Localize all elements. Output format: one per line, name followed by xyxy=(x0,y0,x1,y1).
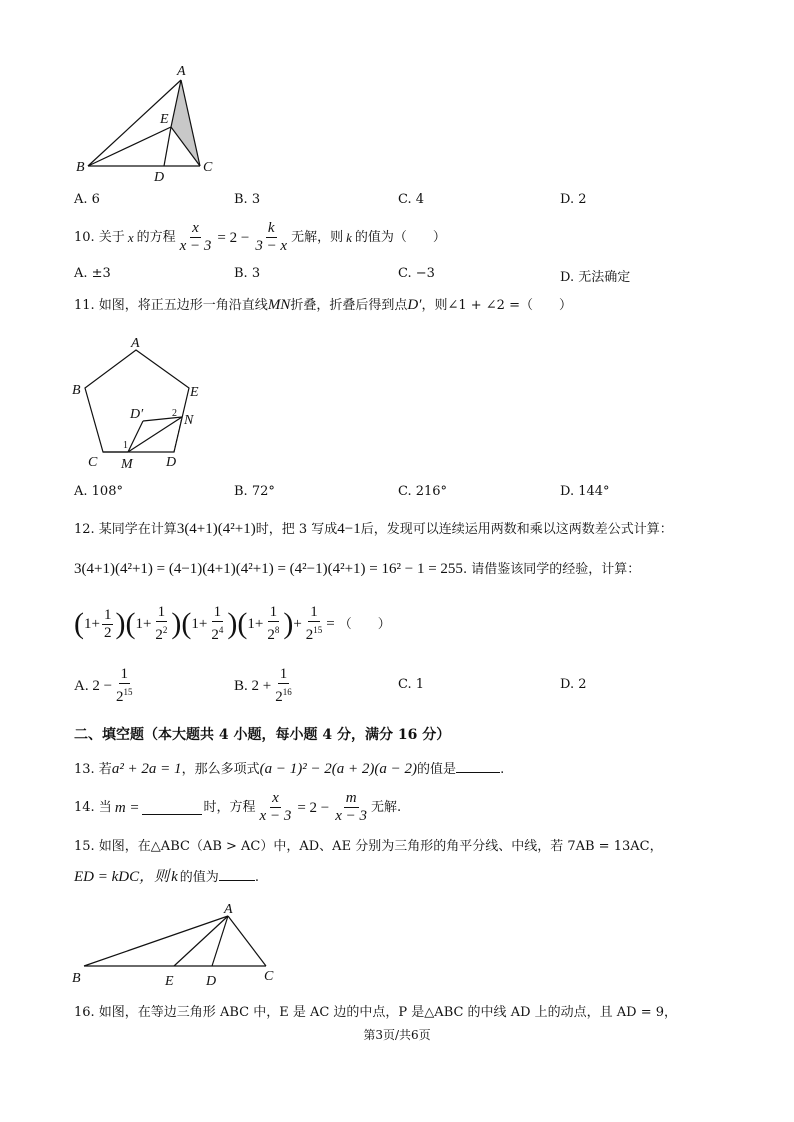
t-label-e: E xyxy=(165,974,174,989)
t-label-c: C xyxy=(264,969,274,984)
q11-text-b: 折叠，折叠后得到点 xyxy=(290,298,408,313)
q10-option-c: C. −3 xyxy=(398,266,435,281)
q16-line-1: 16. 如图，在等边三角形 ABC 中，E 是 AC 边的中点，P 是△ABC 的中线 AD 上的动点，且 AD = 9， xyxy=(74,1005,678,1020)
q12-option-a-num: 1 xyxy=(120,666,129,682)
q12-option-b-exp: 16 xyxy=(282,687,292,697)
p-label-angle-2: 2 xyxy=(172,408,177,419)
q12-line-3-expression: ( 1+ $\frac{1}{2}$ )( 1+ $\frac{1}{2^2}$ )( 1+ $\frac{1}{2^4}$ )( 1+ $\frac{1}{2^8}$ ) + $\frac{1}{2^{15}}$ = （ ） xyxy=(74,604,391,643)
q15-line-2 xyxy=(74,868,259,887)
q10-mid2: 无解，则 xyxy=(291,229,344,245)
q12-option-b-den: 2 xyxy=(275,689,283,705)
q14-answer-blank[interactable] xyxy=(142,800,202,815)
label-e: E xyxy=(160,112,169,127)
q10-option-d: D. 无法确定 xyxy=(560,270,631,285)
p-label-dprime: D′ xyxy=(130,407,144,422)
p-label-b: B xyxy=(72,383,81,398)
shaded-region xyxy=(171,80,200,166)
q12-line1-expr2: 4−1 xyxy=(337,521,361,537)
q10-fraction-1 xyxy=(178,220,214,255)
t-label-a: A xyxy=(224,902,233,917)
q13-d: . xyxy=(500,762,505,777)
q12-line1-c: 后，发现可以连续运用两数和乘以这两数差公式计算： xyxy=(360,522,673,537)
q14-frac2-den: x − 3 xyxy=(335,808,368,824)
p-label-d: D xyxy=(166,455,177,470)
q9-option-a: A. 6 xyxy=(74,192,100,207)
q14-fraction-1 xyxy=(258,790,294,825)
q10-option-a: A. ±3 xyxy=(74,266,111,281)
q12-option-a-prefix: A. 2 − xyxy=(74,677,113,694)
q11-mn: MN xyxy=(267,297,291,313)
q13-c: 的值是 xyxy=(417,762,457,777)
q14-m-eq: m = xyxy=(114,799,140,816)
p-label-n: N xyxy=(184,413,194,428)
q11-text-a: 11. 如图，将正五边形一角沿直线 xyxy=(74,298,268,313)
q10-frac1-num: x xyxy=(192,220,199,236)
q10-prefix: 10. 关于 xyxy=(74,229,125,245)
q12-option-b-fraction xyxy=(273,666,294,706)
q10-mid1: 的方程 xyxy=(136,229,176,245)
q13-b: ，那么多项式 xyxy=(181,762,260,777)
q12-line1-a: 12. 某同学在计算 xyxy=(74,522,177,537)
q15-line2-c: . xyxy=(254,870,259,885)
q10-option-b: B. 3 xyxy=(234,266,261,281)
q15-answer-blank[interactable] xyxy=(219,880,255,881)
q12-option-a-exp: 15 xyxy=(123,687,133,697)
t-label-d: D xyxy=(206,974,217,989)
q10-frac2-den: 3 − x xyxy=(255,238,288,254)
q10-frac1-den: x − 3 xyxy=(179,238,212,254)
q9-option-b: B. 3 xyxy=(234,192,261,207)
q10-var-x: x xyxy=(127,229,134,245)
q10-suffix: 的值为（ ） xyxy=(354,229,446,245)
q10-var-k: k xyxy=(346,229,352,245)
q11-option-b: B. 72° xyxy=(234,484,275,499)
q15-k: k xyxy=(171,869,178,885)
q14-b: 时，方程 xyxy=(203,799,256,815)
q14-frac1-den: x − 3 xyxy=(259,808,292,824)
q12-option-a xyxy=(74,666,137,706)
q9-option-d: D. 2 xyxy=(560,192,587,207)
q12-line2-b: . 请借鉴该同学的经验，计算： xyxy=(462,562,641,577)
q12-option-d: D. 2 xyxy=(560,677,587,692)
q13-question xyxy=(74,760,504,779)
p-label-m: M xyxy=(121,457,133,472)
q14-fraction-2 xyxy=(333,790,369,825)
q13-answer-blank[interactable] xyxy=(456,772,500,773)
p-label-a: A xyxy=(131,336,140,351)
q11-option-a: A. 108° xyxy=(74,484,123,499)
q10-equals: = 2 − xyxy=(217,229,250,246)
label-d: D xyxy=(154,170,165,185)
q12-option-a-fraction xyxy=(114,666,135,706)
q15-line-1: 15. 如图，在△ABC（AB > AC）中，AD、AE 分别为三角形的角平分线、中线，若 7AB = 13AC， xyxy=(74,839,663,854)
q12-option-c: C. 1 xyxy=(398,677,425,692)
q14-frac1-num: x xyxy=(272,790,279,806)
q12-line1-expr: 3(4+1)(4²+1) xyxy=(176,521,256,537)
q12-option-a-den: 2 xyxy=(116,689,124,705)
q13-a: 13. 若 xyxy=(74,762,112,777)
q13-expr1: a² + 2a = 1 xyxy=(111,761,182,777)
q10-frac2-num: k xyxy=(267,220,275,236)
q15-line2-b: 的值为 xyxy=(179,870,219,885)
pentagon-outline xyxy=(85,350,189,452)
p-label-angle-1: 1 xyxy=(123,440,128,451)
q14-c: 无解. xyxy=(371,799,402,815)
q15-line2-a: ED = kDC，则 xyxy=(74,869,170,885)
q11-text-c: ，则∠1 + ∠2 =（ ） xyxy=(421,298,572,313)
q11-dprime: D′ xyxy=(407,297,422,313)
q12-option-b-prefix: B. 2 + xyxy=(234,677,272,694)
q11-question xyxy=(74,296,572,315)
label-c: C xyxy=(203,160,213,175)
page-footer: 第3页/共6页 xyxy=(363,1028,431,1042)
q11-option-c: C. 216° xyxy=(398,484,448,499)
q14-a: 14. 当 xyxy=(74,799,112,815)
q12-option-b xyxy=(234,666,296,706)
q13-expr2: (a − 1)² − 2(a + 2)(a − 2) xyxy=(259,761,418,777)
figure-pentagon-fold xyxy=(66,332,216,472)
q12-line2-expr: 3(4+1)(4²+1) = (4−1)(4+1)(4²+1) = (4²−1)(4²+1) = 16² − 1 = 255 xyxy=(74,561,463,577)
q14-frac2-num: m xyxy=(345,790,357,806)
q10-question xyxy=(74,220,446,255)
q12-line1-b: 时，把 3 写成 xyxy=(255,522,338,537)
section-2-heading: 二、填空题（本大题共 4 小题，每小题 4 分，满分 16 分） xyxy=(74,727,451,743)
p-label-c: C xyxy=(88,455,98,470)
q9-option-c: C. 4 xyxy=(398,192,425,207)
figure-triangle-ad-ae xyxy=(66,898,286,990)
figure-triangle-abc-shaded xyxy=(70,60,230,185)
q14-equals: = 2 − xyxy=(297,799,330,816)
q12-line-2 xyxy=(74,560,640,579)
p-label-e: E xyxy=(190,385,199,400)
q12-line3-tail: （ ） xyxy=(338,616,391,631)
t-label-b: B xyxy=(72,971,81,986)
q12-line-1 xyxy=(74,520,673,539)
q10-fraction-2 xyxy=(253,220,289,255)
q11-option-d: D. 144° xyxy=(560,484,610,499)
label-a: A xyxy=(177,64,186,79)
q14-question xyxy=(74,790,401,825)
q12-option-b-num: 1 xyxy=(279,666,288,682)
label-b: B xyxy=(76,160,85,175)
